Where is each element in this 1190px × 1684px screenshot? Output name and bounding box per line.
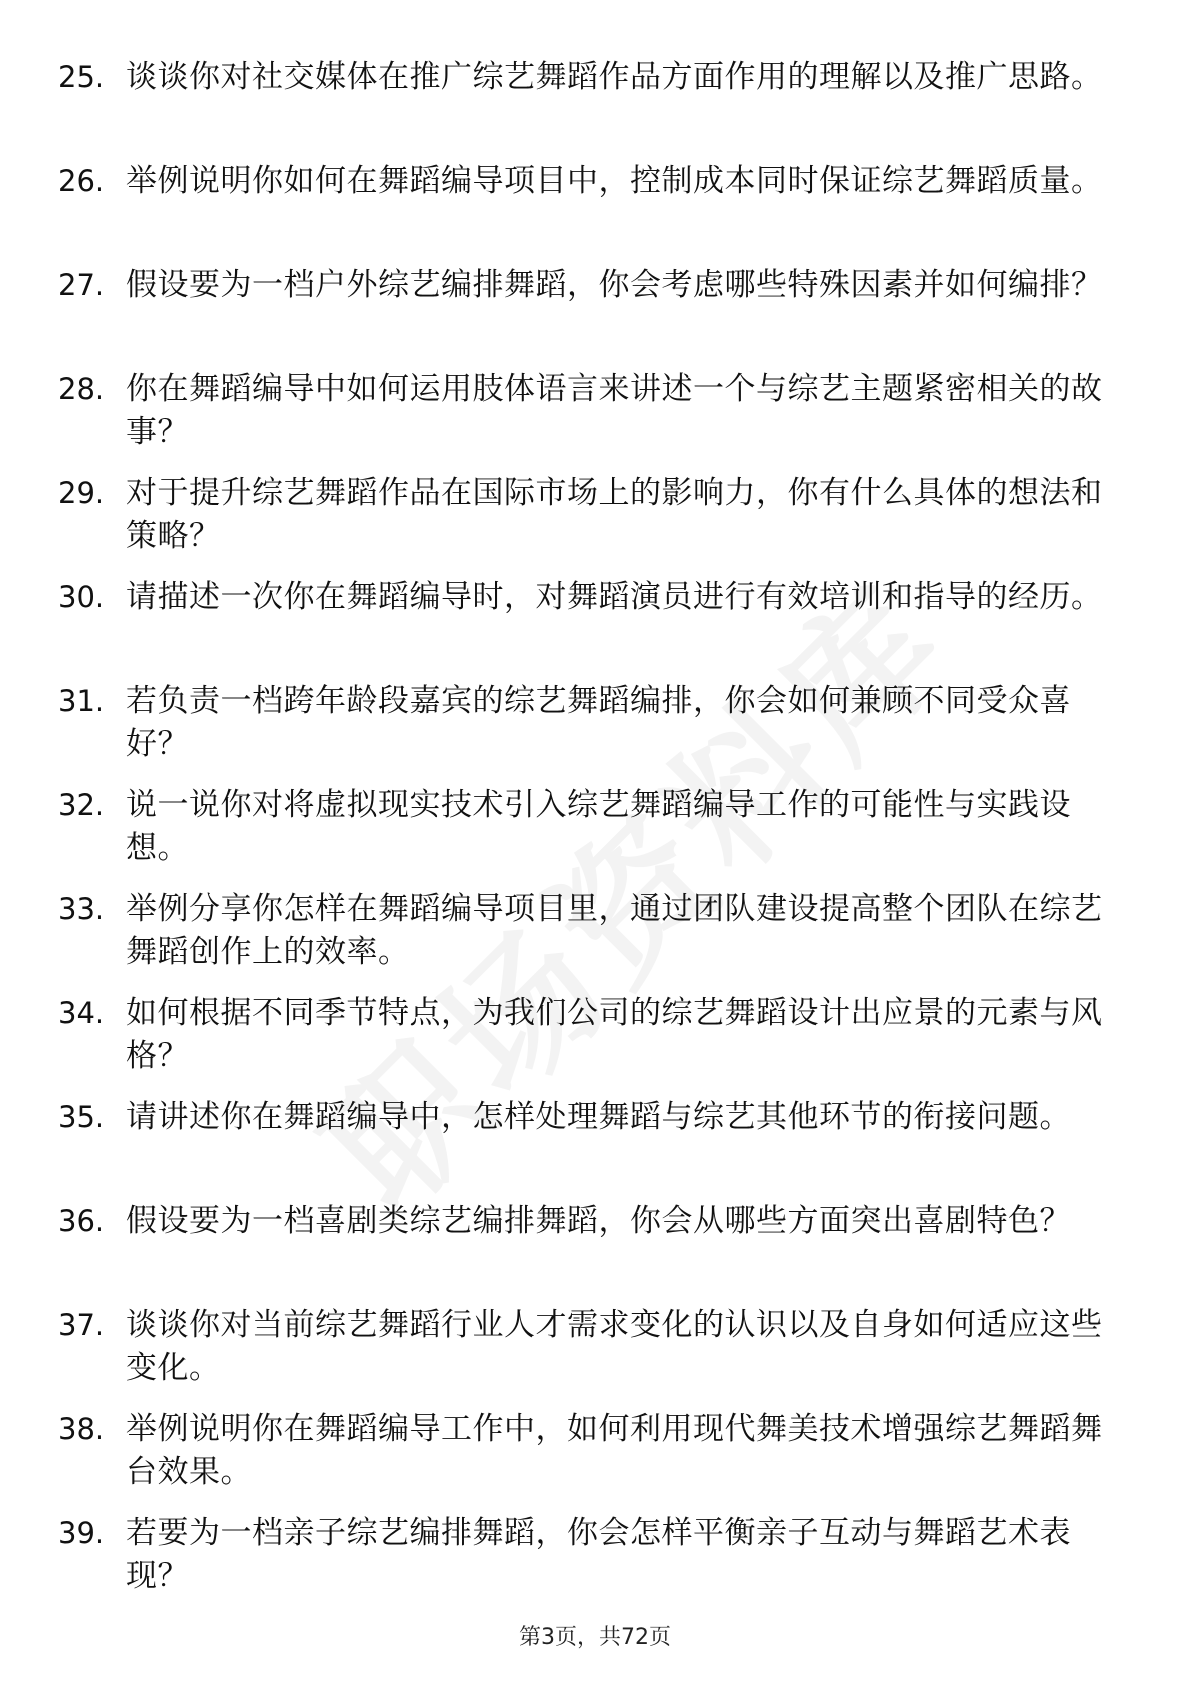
question-text: 说一说你对将虚拟现实技术引入综艺舞蹈编导工作的可能性与实践设想。	[126, 787, 1071, 866]
question-item	[58, 472, 1108, 576]
question-number: 38.	[58, 1412, 105, 1446]
question-number: 35.	[58, 1100, 105, 1134]
question-text: 如何根据不同季节特点，为我们公司的综艺舞蹈设计出应景的元素与风格？	[126, 995, 1103, 1074]
question-text: 举例说明你如何在舞蹈编导项目中，控制成本同时保证综艺舞蹈质量。	[126, 163, 1103, 199]
question-number: 33.	[58, 892, 105, 926]
question-item	[58, 992, 1108, 1096]
question-number: 25.	[58, 60, 105, 94]
question-text: 请描述一次你在舞蹈编导时，对舞蹈演员进行有效培训和指导的经历。	[126, 579, 1103, 615]
question-number: 37.	[58, 1308, 105, 1342]
question-number: 32.	[58, 788, 105, 822]
question-item	[58, 1096, 1108, 1200]
question-item	[58, 368, 1108, 472]
question-number: 29.	[58, 476, 105, 510]
question-item	[58, 56, 1108, 160]
question-text: 你在舞蹈编导中如何运用肢体语言来讲述一个与综艺主题紧密相关的故事？	[126, 371, 1103, 450]
question-text: 举例分享你怎样在舞蹈编导项目里，通过团队建设提高整个团队在综艺舞蹈创作上的效率。	[126, 891, 1103, 970]
question-number: 36.	[58, 1204, 105, 1238]
page-footer: 第3页，共72页	[519, 1625, 671, 1650]
question-number: 27.	[58, 268, 105, 302]
question-number: 31.	[58, 684, 105, 718]
question-number: 28.	[58, 372, 105, 406]
question-item	[58, 1408, 1108, 1512]
question-item	[58, 264, 1108, 368]
question-item	[58, 1200, 1108, 1304]
question-text: 若负责一档跨年龄段嘉宾的综艺舞蹈编排，你会如何兼顾不同受众喜好？	[126, 683, 1071, 762]
question-number: 39.	[58, 1516, 105, 1550]
question-item	[58, 680, 1108, 784]
question-item	[58, 888, 1108, 992]
question-item	[58, 1304, 1108, 1408]
question-number: 30.	[58, 580, 105, 614]
question-item	[58, 576, 1108, 680]
question-number: 26.	[58, 164, 105, 198]
question-text: 谈谈你对社交媒体在推广综艺舞蹈作品方面作用的理解以及推广思路。	[126, 59, 1103, 95]
question-text: 举例说明你在舞蹈编导工作中，如何利用现代舞美技术增强综艺舞蹈舞台效果。	[126, 1411, 1103, 1490]
question-number: 34.	[58, 996, 105, 1030]
question-item	[58, 784, 1108, 888]
question-list	[58, 56, 1108, 1616]
question-text: 谈谈你对当前综艺舞蹈行业人才需求变化的认识以及自身如何适应这些变化。	[126, 1307, 1103, 1386]
question-text: 假设要为一档喜剧类综艺编排舞蹈，你会从哪些方面突出喜剧特色？	[126, 1203, 1071, 1239]
question-text: 若要为一档亲子综艺编排舞蹈，你会怎样平衡亲子互动与舞蹈艺术表现？	[126, 1515, 1071, 1594]
question-text: 对于提升综艺舞蹈作品在国际市场上的影响力，你有什么具体的想法和策略？	[126, 475, 1103, 554]
question-text: 请讲述你在舞蹈编导中，怎样处理舞蹈与综艺其他环节的衔接问题。	[126, 1099, 1071, 1135]
question-item	[58, 1512, 1108, 1616]
question-text: 假设要为一档户外综艺编排舞蹈，你会考虑哪些特殊因素并如何编排？	[126, 267, 1103, 303]
question-item	[58, 160, 1108, 264]
